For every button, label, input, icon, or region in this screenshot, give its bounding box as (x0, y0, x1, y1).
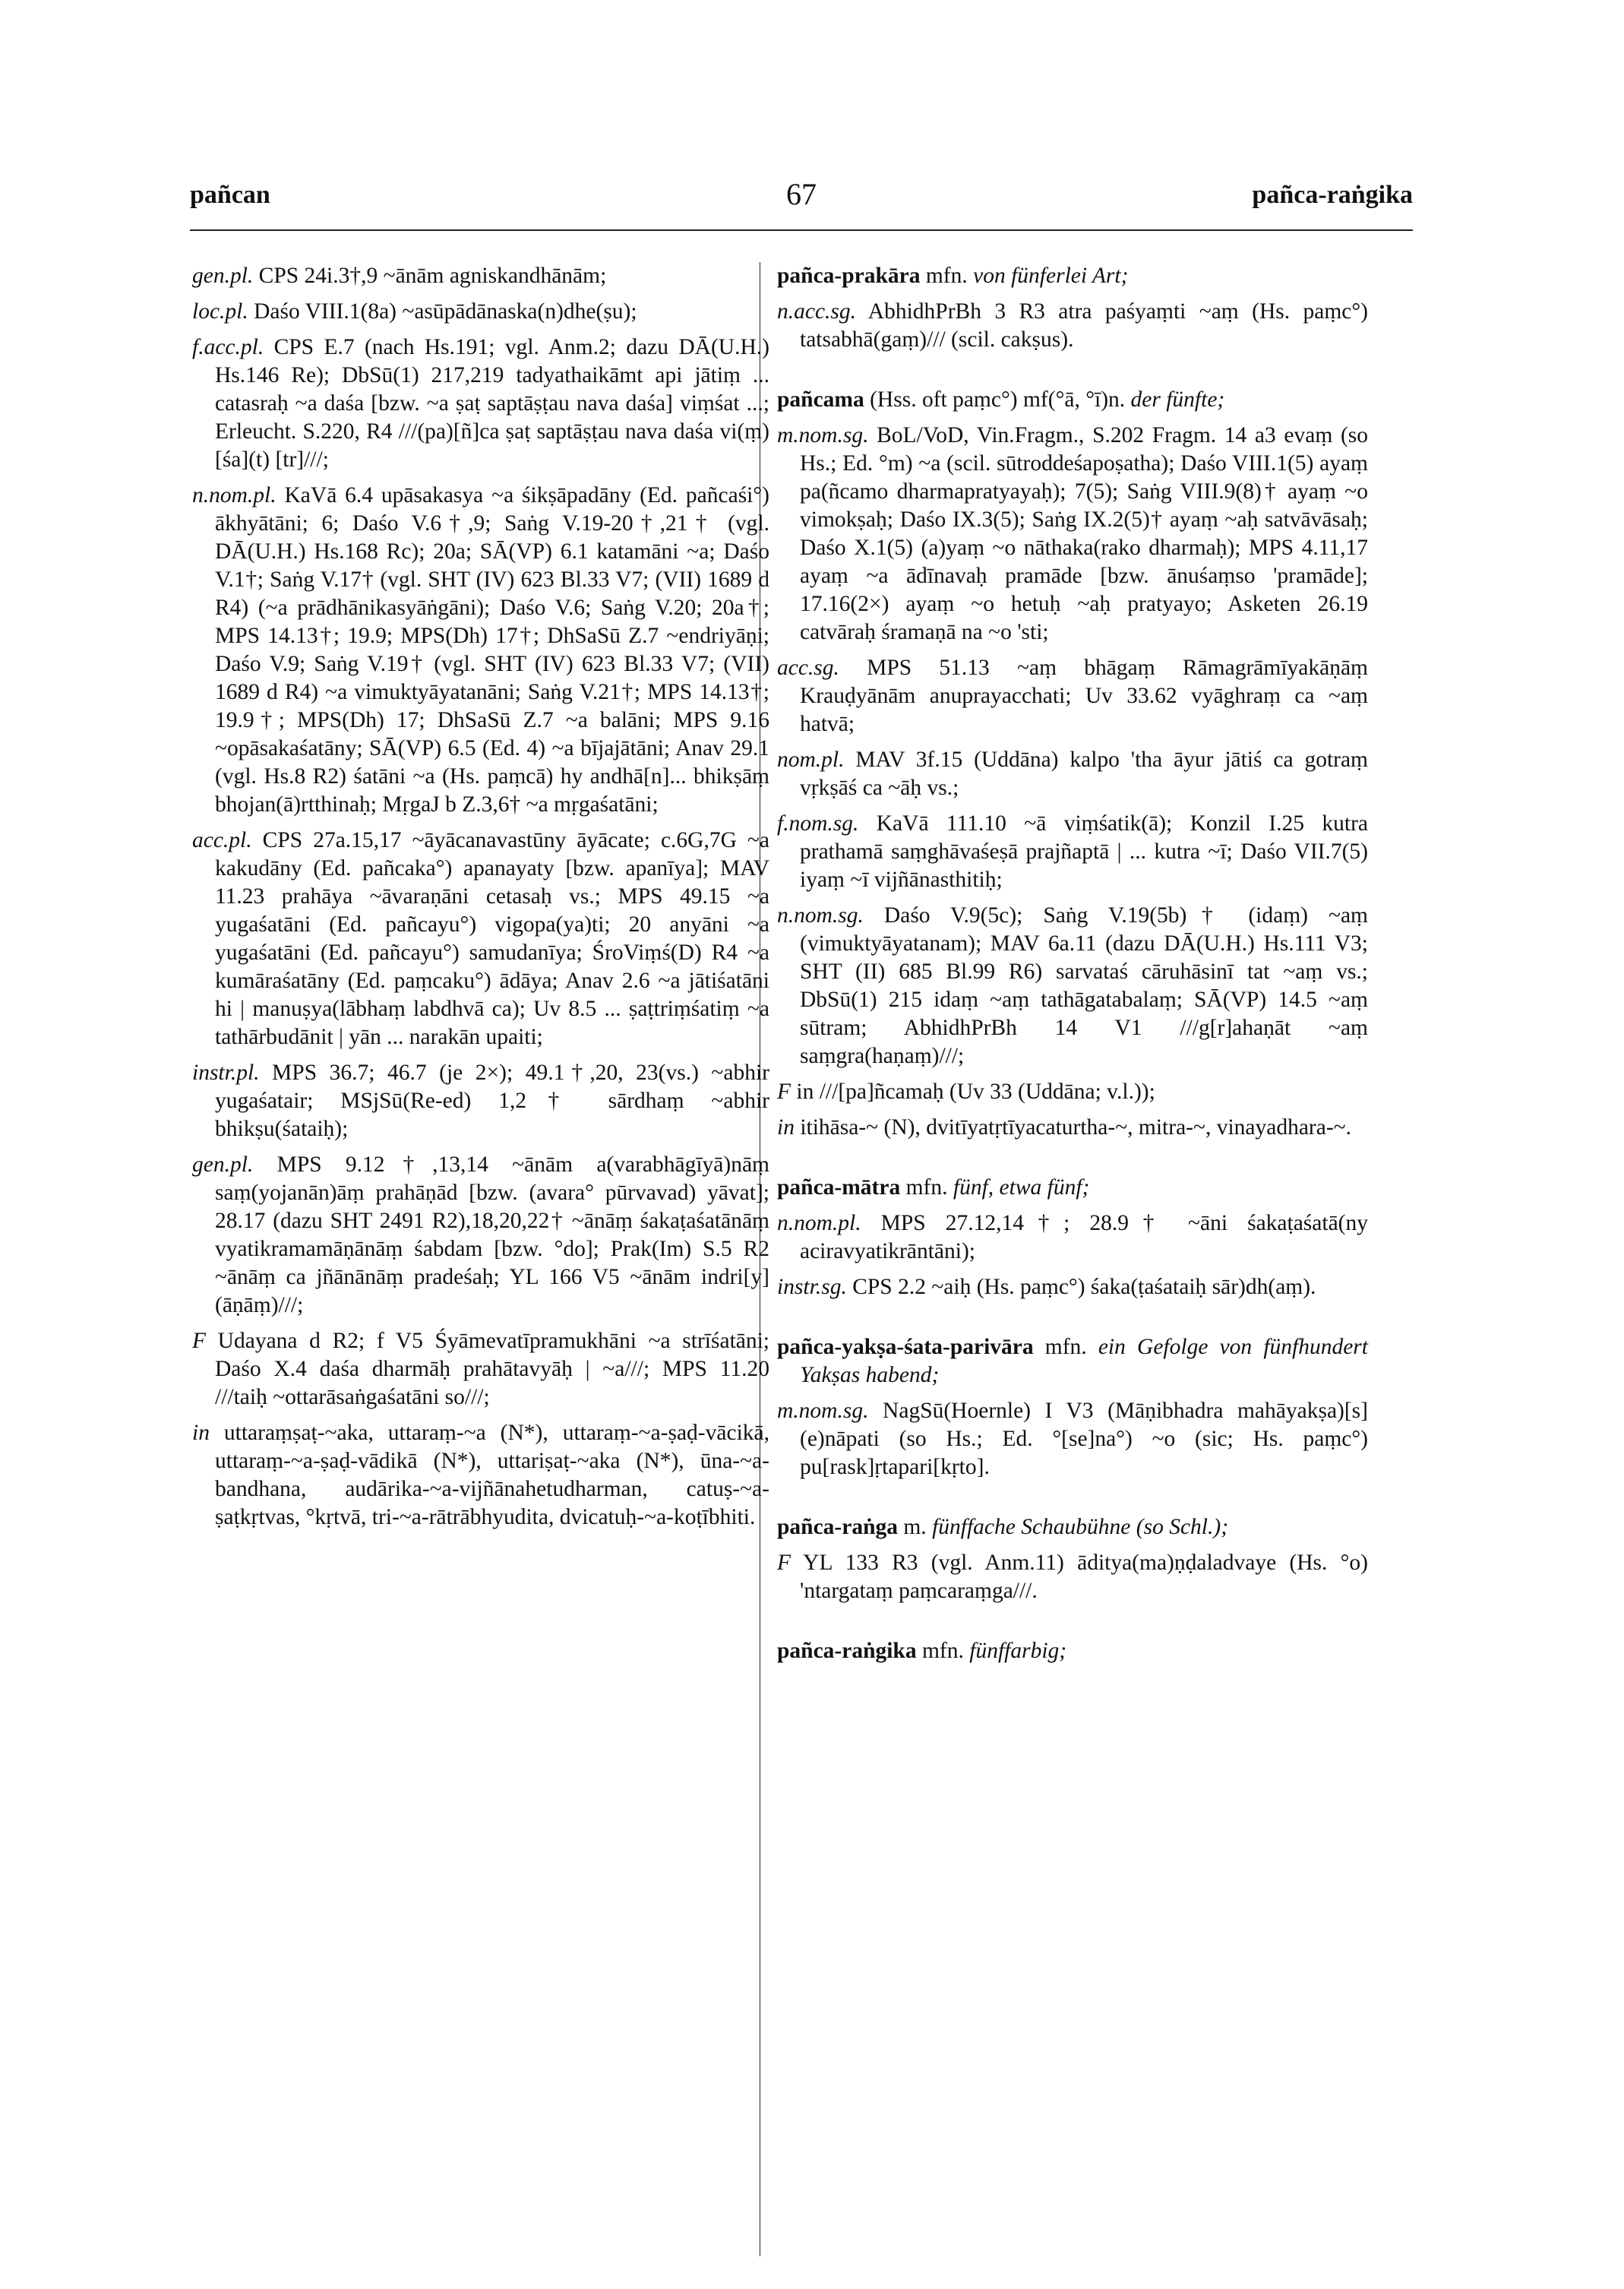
citation-text: MPS 51.13 ~aṃ bhāgaṃ Rāmagrāmīyakāṇāṃ Krauḍyānām anuprayacchati; Uv 33.62 vyāghraṃ ca ~aṃ hatvā; (800, 656, 1368, 736)
grammar-label: m.nom.sg. (777, 423, 869, 447)
citation-text: Daśo V.9(5c); Saṅg V.19(5b)† (idaṃ) ~aṃ (vimuktyāyatanam); MAV 6a.11 (dazu DĀ(U.H.) Hs.111 V3; SHT (II) 685 Bl.99 R6) sarvataś cāruhāsinī tat ~aṃ vs.; DbSū(1) 215 idaṃ ~aṃ tathāgatabalaṃ; SĀ(VP) 14.5 ~aṃ sūtram; AbhidhPrBh 14 V1 ///g[r]ahaṇāt ~aṃ saṃgra(haṇaṃ)///; (800, 903, 1368, 1068)
gloss: ein Gefolge von fünfhundert Yakṣas habend; (800, 1335, 1368, 1387)
lemma-entry (777, 262, 1368, 290)
entry-paragraph (777, 1273, 1368, 1301)
gloss: von fünferlei Art; (973, 264, 1129, 288)
citation-text: CPS 27a.15,17 ~āyācanavastūny āyācate; c.6G,7G ~a kakudāny (Ed. pañcaka°) apanayaty [bzw. apanīya]; MAV 11.23 prahāya ~āvaraṇāni cetasaḥ vs.; MPS 49.15 ~a yugaśatāni (Ed. pañcayu°) vigopa(ya)ti; 20 anyāni ~a yugaśatāni (Ed. pañcayu°) samudanīya; ŚroViṃś(D) R4 ~a kumāraśatāny (Ed. paṃcaku°) ādāya; Anav 2.6 ~a jātiśatāni hi | manuṣya(lābhaṃ labdhvā ca); Uv 8.5 ... ṣaṭtriṃśatiṃ ~a tathārbudānit | yān ... narakān upaiti; (215, 828, 769, 1049)
grammar-label: n.nom.pl. (777, 1211, 861, 1235)
citation-text: KaVā 111.10 ~ā viṃśatik(ā); Konzil I.25 kutra prathamā saṃghāvaśeṣā prajñaptā | ... kutra ~ī; Daśo VII.7(5) iyaṃ ~ī vijñānasthitiḥ; (800, 811, 1368, 892)
entry-paragraph (777, 298, 1368, 354)
headword: pañca-mātra (777, 1175, 901, 1200)
citation-text: KaVā 6.4 upāsakasya ~a śikṣāpadāny (Ed. pañcaśi°) ākhyātāni; 6; Daśo V.6†,9; Saṅg V.19-20†,21† (vgl. DĀ(U.H.) Hs.168 Rc); 20a; SĀ(VP) 6.1 katamāni ~a; Daśo V.1†; Saṅg V.17† (vgl. SHT (IV) 623 Bl.33 V7; (VII) 1689 d R4) (~a prādhānikasyāṅgāni); Daśo V.6; Saṅg V.20; 20a†; MPS 14.13†; 19.9; MPS(Dh) 17†; DhSaSū Z.7 ~endriyāṇi; Daśo V.9; Saṅg V.19† (vgl. SHT (IV) 623 Bl.33 V7; (VII) 1689 d R4) ~a vimuktyāyatanāni; Saṅg V.21†; MPS 14.13†; 19.9†; MPS(Dh) 17; DhSaSū Z.7 ~a balāni; MPS 9.16 ~opāsakaśatāny; SĀ(VP) 6.5 (Ed. 4) ~a bījajātāni; Anav 29.1 (vgl. Hs.8 R2) śatāni ~a (Hs. paṃcā) hy andhā[n]... bhikṣāṃ bhojan(ā)rtthinaḥ; MṛgaJ b Z.3,6† ~a mṛgaśatāni; (215, 483, 769, 817)
headword: pañca-yakṣa-śata-parivāra (777, 1335, 1034, 1359)
grammar-label: gen.pl. (192, 264, 254, 288)
grammar-info: m. (897, 1515, 933, 1539)
grammar-label: loc.pl. (192, 299, 248, 324)
entry-paragraph (192, 1059, 769, 1143)
citation-text: CPS 24i.3†,9 ~ānām agniskandhānām; (253, 264, 607, 288)
citation-text: MPS 27.12,14†; 28.9† ~āni śakaṭaśatā(ny aciravyatikrāntāni); (800, 1211, 1368, 1263)
entry-paragraph (192, 298, 769, 326)
grammar-label: instr.sg. (777, 1275, 847, 1299)
entry-paragraph (777, 1078, 1368, 1106)
gloss: fünf, etwa fünf; (953, 1175, 1090, 1200)
grammar-label: F (192, 1329, 207, 1353)
entry-paragraph (777, 1209, 1368, 1266)
gloss: fünffarbig; (969, 1639, 1067, 1663)
entry-paragraph (777, 1114, 1368, 1142)
right-column (777, 262, 1368, 1673)
citation-text: AbhidhPrBh 3 R3 atra paśyaṃti ~aṃ (Hs. paṃc°) tatsabhā(gaṃ)/// (scil. cakṣus). (800, 299, 1368, 352)
grammar-label: n.nom.pl. (192, 483, 276, 507)
entry-paragraph (192, 1327, 769, 1412)
citation-text: in ///[pa]ñcamaḥ (Uv 33 (Uddāna; v.l.)); (791, 1080, 1155, 1104)
lemma-entry (777, 1637, 1368, 1665)
page-number: 67 (786, 177, 817, 211)
lemma-entry (777, 1174, 1368, 1202)
citation-text: BoL/VoD, Vin.Fragm., S.202 Fragm. 14 a3 evaṃ (so Hs.; Ed. °m) ~a (scil. sūtroddeśapoṣatha); Daśo VIII.1(5) ayaṃ pa(ñcamo dharmapratyayaḥ); 7(5); Saṅg VIII.9(8)† ayaṃ ~o vimokṣaḥ; Daśo IX.3(5); Saṅg IX.2(5)† ayaṃ ~aḥ satvāvāsaḥ; Daśo X.1(5) (a)yaṃ ~o nāthaka(rako dharmaḥ); MPS 4.11,17 ayaṃ ~a ādīnavaḥ pramāde [bzw. ānuśaṃso 'pramāde]; 17.16(2×) ayaṃ ~o hetuḥ ~aḥ pratyayo; Asketen 26.19 catvāraḥ śramaṇā na ~o 'sti; (800, 423, 1368, 644)
grammar-label: n.acc.sg. (777, 299, 857, 324)
grammar-label: acc.pl. (192, 828, 252, 852)
grammar-label: instr.pl. (192, 1061, 260, 1085)
header-right-guideword: pañca-raṅgika (1252, 181, 1413, 209)
entry-paragraph (777, 654, 1368, 738)
citation-text: Udayana d R2; f V5 Śyāmevatīpramukhāni ~a strīśatāni; Daśo X.4 daśa dharmāḥ prahātavyāḥ | ~a///; MPS 11.20 ///taiḥ ~ottarāsaṅgaśatāni so///; (206, 1329, 769, 1409)
citation-text: CPS E.7 (nach Hs.191; vgl. Anm.2; dazu DĀ(U.H.) Hs.146 Re); DbSū(1) 217,219 tadyathaikāmt api jātiṃ ... catasraḥ ~a daśa [bzw. ~a ṣaṭ saptāṣṭau nava daśa] viṃśat ...; Erleucht. S.220, R4 ///(pa)[ñ]ca ṣaṭ saptāṣṭau nava daśa vi(ṃ)[śa](t) [tr]///; (215, 335, 769, 472)
lemma-entry (777, 386, 1368, 414)
lemma-entry (777, 1333, 1368, 1390)
grammar-label: in (192, 1421, 210, 1445)
headword: pañca-raṅgika (777, 1639, 917, 1663)
citation-text: YL 133 R3 (vgl. Anm.11) āditya(ma)ṇḍaladvaye (Hs. °o) 'ntargataṃ paṃcaraṃga///. (791, 1551, 1368, 1603)
headword: pañca-raṅga (777, 1515, 898, 1539)
headword: pañca-prakāra (777, 264, 921, 288)
entry-paragraph (192, 482, 769, 819)
entry-paragraph (192, 262, 769, 290)
left-column (192, 262, 769, 1539)
entry-paragraph (777, 902, 1368, 1070)
grammar-info: (Hss. oft paṃc°) mf(°ā, °ī)n. (864, 387, 1131, 412)
grammar-label: F (777, 1551, 791, 1575)
grammar-label: m.nom.sg. (777, 1399, 869, 1423)
citation-text: NagSū(Hoernle) I V3 (Māṇibhadra mahāyakṣa)[s](e)nāpati (so Hs.; Ed. °[se]na°) ~o (sic; Hs. paṃc°) pu[rask]ṛtapari[kṛto]. (800, 1399, 1368, 1479)
entry-paragraph (192, 334, 769, 474)
entry-paragraph (777, 810, 1368, 894)
citation-text: MPS 36.7; 46.7 (je 2×); 49.1†,20, 23(vs.) ~abhir yugaśatair; MSjSū(Re-ed) 1,2† sārdhaṃ ~abhir bhikṣu(śataiḥ); (215, 1061, 769, 1141)
citation-text: MPS 9.12†,13,14 ~ānām a(varabhāgīyā)nāṃ saṃ(yojanān)āṃ prahāṇād [bzw. (avara° pūrvavad) yāvat]; 28.17 (dazu SHT 2491 R2),18,20,22† ~ānāṃ śakaṭaśatānāṃ vyatikramamāṇānāṃ śabdam [bzw. °do]; Prak(Im) S.5 R2 ~ānāṃ ca jñānānāṃ pradeśaḥ; YL 166 V5 ~ānām indri[y](āṇāṃ)///; (215, 1152, 769, 1317)
entry-paragraph (192, 1419, 769, 1532)
grammar-label: nom.pl. (777, 748, 845, 772)
grammar-label: acc.sg. (777, 656, 839, 680)
citation-text: MAV 3f.15 (Uddāna) kalpo 'tha āyur jātiś ca gotraṃ vṛkṣāś ca ~āḥ vs.; (800, 748, 1368, 800)
entry-paragraph (777, 1549, 1368, 1605)
header-left-guideword: pañcan (190, 181, 270, 209)
lemma-entry (777, 1513, 1368, 1541)
gloss: der fünfte; (1130, 387, 1225, 412)
grammar-label: n.nom.sg. (777, 903, 864, 928)
grammar-info: mfn. (916, 1639, 970, 1663)
grammar-info: mfn. (920, 264, 974, 288)
grammar-info: mfn. (900, 1175, 953, 1200)
grammar-label: in (777, 1115, 795, 1140)
citation-text: CPS 2.2 ~aiḥ (Hs. paṃc°) śaka(ṭaśataiḥ sār)dh(aṃ). (846, 1275, 1316, 1299)
grammar-label: F (777, 1080, 791, 1104)
entry-paragraph (192, 1151, 769, 1320)
citation-text: Daśo VIII.1(8a) ~asūpādānaska(n)dhe(ṣu); (248, 299, 637, 324)
entry-paragraph (777, 746, 1368, 802)
gloss: fünffache Schaubühne (so Schl.); (932, 1515, 1229, 1539)
entry-paragraph (777, 1397, 1368, 1481)
entry-paragraph (777, 422, 1368, 647)
entry-paragraph (192, 827, 769, 1051)
page-header (190, 177, 1413, 226)
grammar-label: gen.pl. (192, 1152, 254, 1177)
grammar-info: mfn. (1033, 1335, 1098, 1359)
citation-text: uttaraṃṣaṭ-~aka, uttaraṃ-~a (N*), uttaraṃ-~a-ṣaḍ-vācikā, uttaraṃ-~a-ṣaḍ-vādikā (N*), uttariṣaṭ-~aka (N*), ūna-~a-bandhana, audārika-~a-vijñānahetudharman, catuṣ-~a-ṣaṭkṛtvas, °kṛtvā, tri-~a-rātrābhyudita, dvicatuḥ-~a-koṭībhiti. (209, 1421, 769, 1529)
grammar-label: f.acc.pl. (192, 335, 264, 359)
grammar-label: f.nom.sg. (777, 811, 859, 836)
headword: pañcama (777, 387, 864, 412)
citation-text: itihāsa-~ (N), dvitīyatṛtīyacaturtha-~, mitra-~, vinayadhara-~. (794, 1115, 1352, 1140)
header-rule (190, 229, 1413, 231)
